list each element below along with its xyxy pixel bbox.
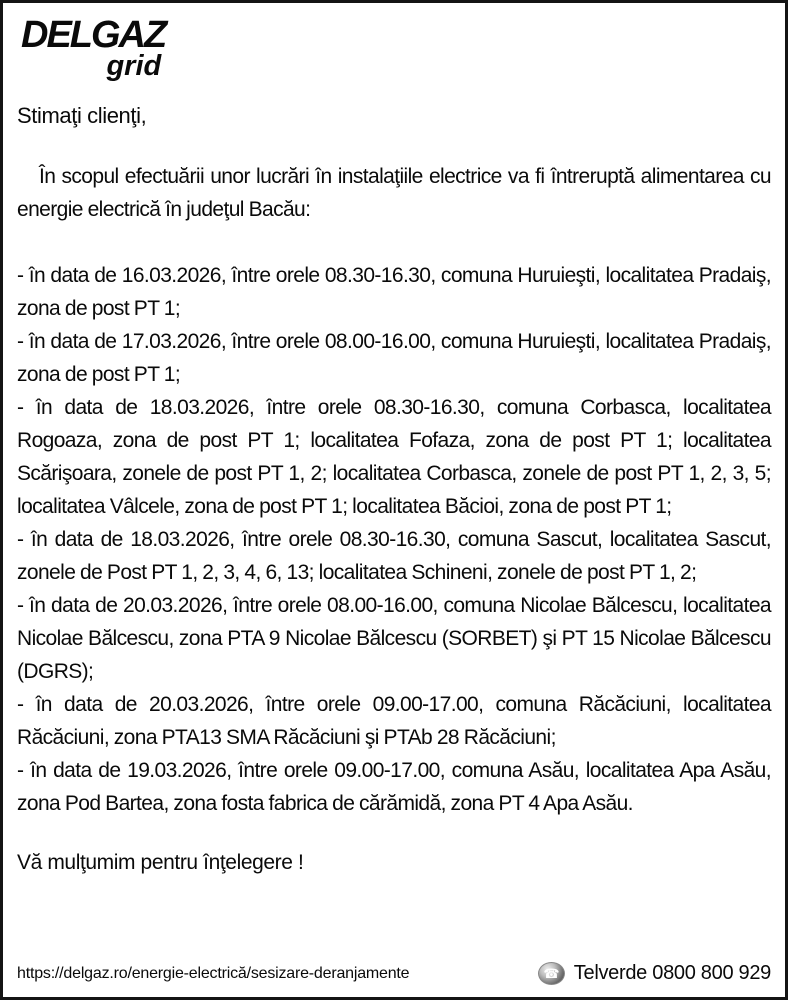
outage-item-2: - în data de 17.03.2026, între orele 08.00-16.00, comuna Huruieşti, localitatea Pradaiş, zona de post PT 1;: [17, 330, 771, 386]
outage-item-4: - în data de 18.03.2026, între orele 08.30-16.30, comuna Sascut, localitatea Sascut, zonele de Post PT 1, 2, 3, 4, 6, 13; localitatea Schineni, zonele de post PT 1, 2;: [17, 528, 771, 584]
telverde-contact: [538, 962, 771, 985]
intro-paragraph: În scopul efectuării unor lucrări în instalaţiile electrice va fi întreruptă alimentarea cu energie electrică în judeţul Bacău:: [17, 165, 771, 221]
greeting-text: Stimaţi clienţi,: [17, 103, 147, 128]
report-url: https://delgaz.ro/energie-electrică/sesizare-deranjamente: [17, 964, 410, 982]
logo-subtext: grid: [106, 50, 162, 82]
delgaz-grid-logo: [21, 16, 165, 81]
phone-icon-glyph: ☎: [543, 966, 560, 981]
outage-item-1: - în data de 16.03.2026, între orele 08.30-16.30, comuna Huruieşti, localitatea Pradaiş, zona de post PT 1;: [17, 264, 771, 320]
closing-thanks: Vă mulţumim pentru înţelegere !: [17, 851, 304, 874]
phone-icon: [538, 962, 565, 985]
outage-list: [17, 259, 771, 820]
logo-wordmark: DELGAZ: [21, 14, 166, 56]
footer-bar: [17, 962, 771, 985]
outage-item-3: - în data de 18.03.2026, între orele 08.30-16.30, comuna Corbasca, localitatea Rogoaza, zona de post PT 1; localitatea Fofaza, zona de post PT 1; localitatea Scărişoara, zonele de post PT 1, 2; localitatea Corbasca, zonele de post PT 1, 2, 3, 5; localitatea Vâlcele, zona de post PT 1; localitatea Băcioi, zona de post PT 1;: [17, 396, 771, 518]
outage-item-5: - în data de 20.03.2026, între orele 08.00-16.00, comuna Nicolae Bălcescu, localitatea Nicolae Bălcescu, zona PTA 9 Nicolae Bălcescu (SORBET) şi PT 15 Nicolae Bălcescu (DGRS);: [17, 594, 771, 683]
outage-item-7: - în data de 19.03.2026, între orele 09.00-17.00, comuna Asău, localitatea Apa Asău, zona Pod Bartea, zona fosta fabrica de cărămidă, zona PT 4 Apa Asău.: [17, 759, 771, 815]
outage-item-6: - în data de 20.03.2026, între orele 09.00-17.00, comuna Răcăciuni, localitatea Răcăciuni, zona PTA13 SMA Răcăciuni şi PTAb 28 Răcăciuni;: [17, 693, 771, 749]
telverde-label: Telverde 0800 800 929: [573, 962, 771, 984]
